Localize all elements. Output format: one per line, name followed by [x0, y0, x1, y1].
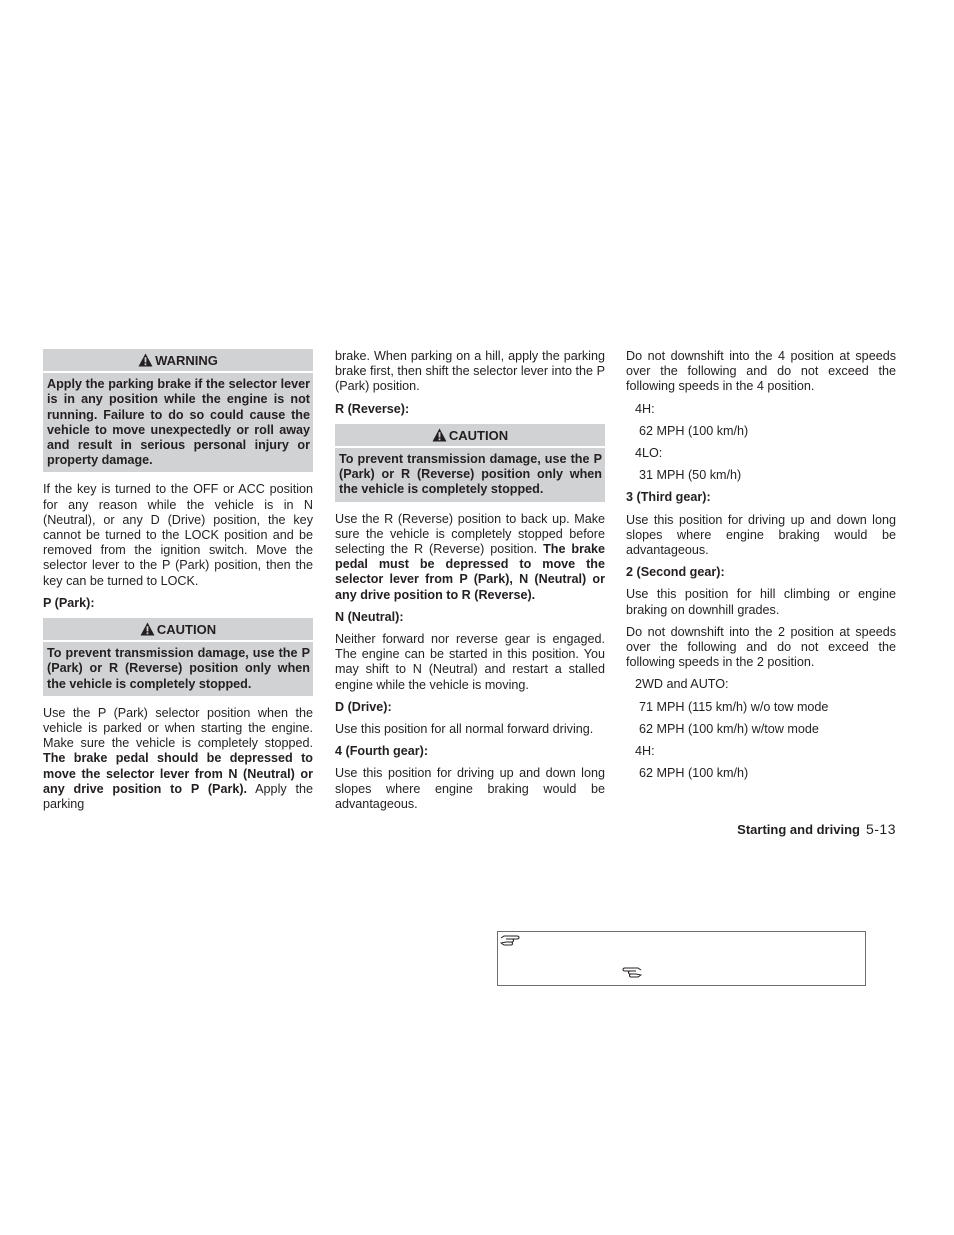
paragraph: brake. When parking on a hill, apply the parking brake first, then shift the selector lever into the P (Park) position. — [335, 349, 605, 394]
caution-box — [43, 618, 313, 696]
heading-third-gear: 3 (Third gear): — [626, 490, 711, 505]
page-number: 5-13 — [865, 821, 896, 837]
speed-label: 2WD and AUTO: — [635, 677, 729, 692]
heading-second-gear: 2 (Second gear): — [626, 565, 725, 580]
caution-text: To prevent transmission damage, use the P (Park) or R (Reverse) position only when the vehicle is completely stopped. — [47, 646, 310, 691]
warning-title: WARNING — [43, 349, 313, 373]
speed-value: 62 MPH (100 km/h) — [639, 423, 749, 438]
paragraph: Use this position for driving up and down long slopes where engine braking would be advantageous. — [626, 512, 896, 558]
column-middle — [335, 349, 605, 819]
pointing-hand-icon — [500, 933, 520, 947]
caution-box — [335, 424, 605, 502]
heading-reverse: R (Reverse): — [335, 401, 410, 416]
page-footer — [737, 822, 896, 837]
paragraph: Use this position for driving up and down long slopes where engine braking would be advantageous. — [335, 766, 605, 811]
speed-value: 31 MPH (50 km/h) — [639, 468, 742, 483]
speed-value: 62 MPH (100 km/h) — [639, 766, 749, 781]
speed-label: 4LO: — [635, 446, 663, 461]
warning-text: Apply the parking brake if the selector lever is in any position while the engine is not running. Failure to do so could cause the vehicle to move unexpectedly or roll away and result in serious personal injury or property damage. — [47, 377, 310, 468]
heading-park: P (Park): — [43, 595, 95, 610]
caution-title: CAUTION — [43, 618, 313, 642]
paragraph: Neither forward nor reverse gear is engaged. The engine can be started in this position. You may shift to N (Neutral) and restart a stalled engine while the vehicle is moving. — [335, 632, 605, 692]
speed-value: 71 MPH (115 km/h) w/o tow mode — [639, 699, 829, 714]
speed-value: 62 MPH (100 km/h) w/tow mode — [639, 721, 819, 736]
paragraph: Use this position for all normal forward driving. — [335, 722, 594, 737]
paragraph: Use the R (Reverse) position to back up. Make sure the vehicle is completely stopped before selecting the R (Reverse) position. The brake pedal must be depressed to move the selector lever from P (Park), N (Neutral) or any drive position to R (Reverse). — [335, 511, 605, 602]
reference-frame — [497, 931, 866, 986]
paragraph: If the key is turned to the OFF or ACC position for any reason while the vehicle is in N (Neutral), or any D (Drive) position, the key cannot be turned to the LOCK position and be removed from the ignition switch. Move the selector lever to the P (Park) position, then the key can be turned to LOCK. — [43, 482, 313, 588]
paragraph: Do not downshift into the 4 position at speeds over the following and do not exceed the following speeds in the 4 position. — [626, 349, 896, 394]
warning-triangle-icon — [140, 622, 155, 636]
paragraph: Do not downshift into the 2 position at speeds over the following and do not exceed the following speeds in the 2 position. — [626, 624, 896, 670]
section-title: Starting and driving — [737, 822, 860, 837]
heading-fourth-gear: 4 (Fourth gear): — [335, 744, 429, 759]
heading-neutral: N (Neutral): — [335, 609, 404, 624]
warning-box — [43, 349, 313, 472]
speed-label: 4H: — [635, 744, 655, 759]
warning-triangle-icon — [432, 428, 447, 442]
column-left — [43, 349, 313, 819]
pointing-hand-icon — [622, 965, 642, 979]
speed-label: 4H: — [635, 401, 655, 416]
paragraph: Use this position for hill climbing or engine braking on downhill grades. — [626, 587, 896, 617]
column-right — [626, 349, 896, 788]
paragraph: Use the P (Park) selector position when the vehicle is parked or when starting the engine. Make sure the vehicle is completely stopped. The brake pedal should be depressed to move the selector lever from N (Neutral) or any drive position to P (Park). Apply the parking — [43, 705, 313, 812]
caution-text: To prevent transmission damage, use the P (Park) or R (Reverse) position only when the vehicle is completely stopped. — [339, 452, 602, 497]
caution-title: CAUTION — [335, 424, 605, 448]
warning-triangle-icon — [138, 353, 153, 367]
heading-drive: D (Drive): — [335, 699, 392, 714]
